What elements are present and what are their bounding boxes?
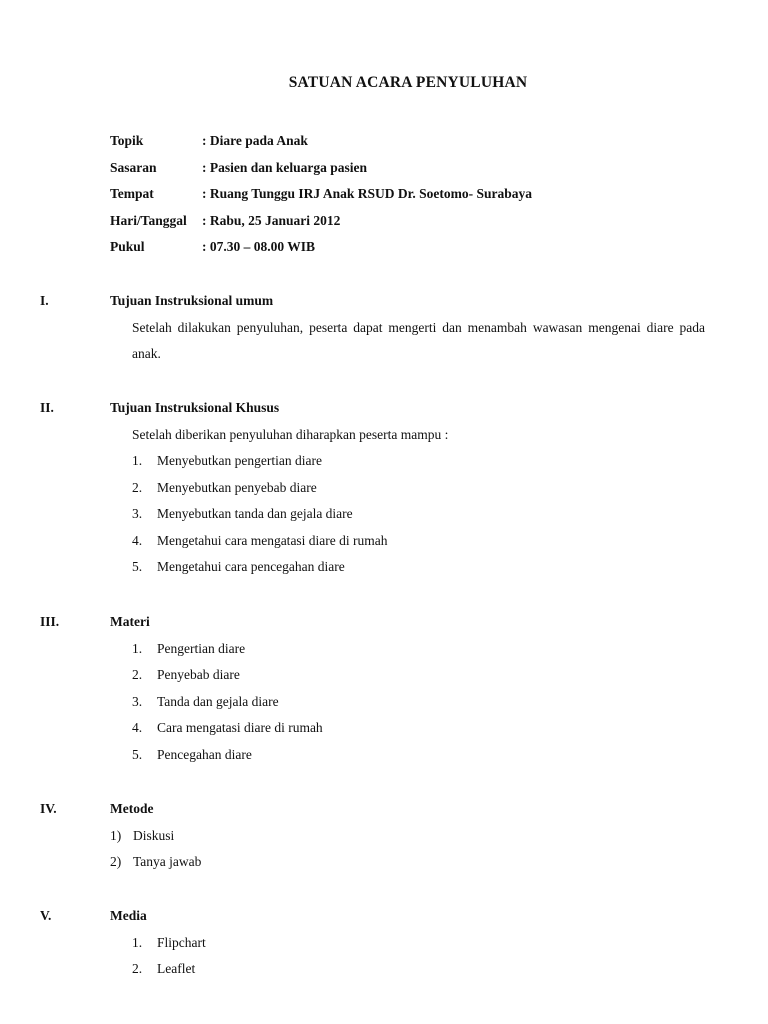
list-item <box>132 718 705 745</box>
section-heading <box>40 398 705 425</box>
list-number: 1. <box>132 453 143 468</box>
section-tujuan-umum <box>40 291 705 368</box>
list-text: Diskusi <box>133 827 175 843</box>
section-number: V. <box>40 908 52 923</box>
section-heading <box>40 612 705 639</box>
section-metode <box>40 799 705 879</box>
info-row-pukul <box>110 237 532 264</box>
info-row-sasaran <box>110 158 532 185</box>
section-number: III. <box>40 614 60 629</box>
list-number: 1. <box>132 640 143 656</box>
list-text: Mengetahui cara mengatasi diare di rumah <box>157 532 388 548</box>
section-title: Tujuan Instruksional umum <box>110 293 274 308</box>
list-item <box>132 665 705 692</box>
list-number: 3. <box>132 506 143 521</box>
info-label: Pukul <box>110 239 145 254</box>
section-heading <box>40 799 705 826</box>
info-label: Sasaran <box>110 159 157 175</box>
list-number: 2) <box>110 854 122 869</box>
list-item <box>132 478 705 505</box>
section-number: I. <box>40 293 49 308</box>
list-number: 4. <box>132 720 143 735</box>
list-text: Leaflet <box>157 961 196 976</box>
list-text: Flipchart <box>157 934 206 950</box>
info-value: : 07.30 – 08.00 WIB <box>202 239 316 254</box>
info-label: Tempat <box>110 186 154 201</box>
list-item <box>132 557 705 584</box>
list-item <box>132 504 705 531</box>
info-label: Hari/Tanggal <box>110 212 187 228</box>
list-item <box>110 852 705 879</box>
section-number: II. <box>40 400 54 415</box>
list-number: 1) <box>110 827 122 843</box>
list-text: Mengetahui cara pencegahan diare <box>157 559 345 574</box>
list-number: 2. <box>132 667 143 682</box>
list-text: Pencegahan diare <box>157 746 252 762</box>
list-item <box>110 826 705 853</box>
list-number: 2. <box>132 961 143 976</box>
section-title: Metode <box>110 801 154 816</box>
list-text: Tanda dan gejala diare <box>157 693 279 709</box>
section-number: IV. <box>40 801 57 816</box>
list-number: 5. <box>132 746 143 762</box>
section-tujuan-khusus <box>40 398 705 584</box>
section-intro: Setelah diberikan penyuluhan diharapkan peserta mampu : <box>132 426 449 442</box>
section-media <box>40 906 705 986</box>
section-paragraph: Setelah dilakukan penyuluhan, peserta dapat mengerti dan menambah wawasan mengenai diare pada anak. <box>132 319 705 361</box>
section-title: Materi <box>110 614 150 629</box>
list-text: Penyebab diare <box>157 667 240 682</box>
list-item <box>132 451 705 478</box>
section-title: Tujuan Instruksional Khusus <box>110 400 280 415</box>
list-text: Menyebutkan tanda dan gejala diare <box>157 506 353 521</box>
list-text: Cara mengatasi diare di rumah <box>157 720 323 735</box>
list-item <box>132 959 705 986</box>
info-row-hari-tanggal <box>110 211 532 238</box>
list-number: 3. <box>132 693 143 709</box>
section-heading <box>40 906 705 933</box>
list-text: Tanya jawab <box>133 854 202 869</box>
list-item <box>132 639 705 666</box>
list-text: Pengertian diare <box>157 640 246 656</box>
section-title: Media <box>110 908 147 923</box>
info-value: : Ruang Tunggu IRJ Anak RSUD Dr. Soetomo- Surabaya <box>202 186 532 201</box>
document-title: SATUAN ACARA PENYULUHAN <box>288 74 528 91</box>
info-label: Topik <box>110 133 144 148</box>
section-materi <box>40 612 705 771</box>
info-value: : Pasien dan keluarga pasien <box>202 159 368 175</box>
info-value: : Diare pada Anak <box>202 133 308 148</box>
list-number: 5. <box>132 559 143 574</box>
list-item <box>132 531 705 558</box>
list-item <box>132 692 705 719</box>
list-number: 1. <box>132 934 143 950</box>
list-item <box>132 745 705 772</box>
info-row-topik <box>110 131 532 158</box>
info-block <box>110 131 532 264</box>
info-value: : Rabu, 25 Januari 2012 <box>202 212 341 228</box>
info-row-tempat <box>110 184 532 211</box>
list-text: Menyebutkan pengertian diare <box>157 453 322 468</box>
list-text: Menyebutkan penyebab diare <box>157 479 317 495</box>
list-number: 2. <box>132 479 143 495</box>
list-number: 4. <box>132 532 143 548</box>
list-item <box>132 933 705 960</box>
